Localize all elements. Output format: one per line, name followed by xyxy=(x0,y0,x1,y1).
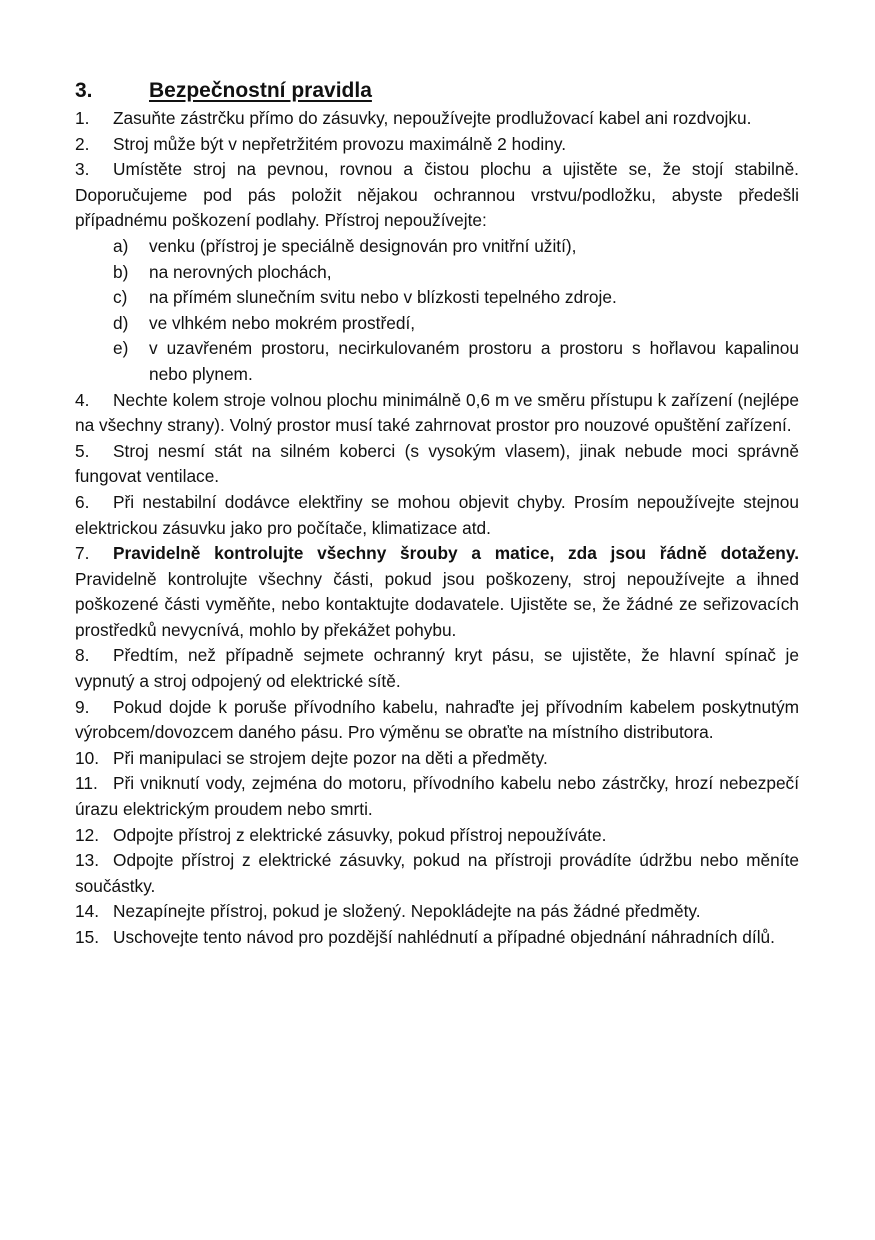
rule-number: 10. xyxy=(75,747,100,768)
sub-text: na přímém slunečním svitu nebo v blízkosti tepelného zdroje. xyxy=(149,287,617,308)
rule-item-13 xyxy=(75,848,799,899)
rule-number: 3. xyxy=(75,159,90,180)
rule-number: 1. xyxy=(75,108,90,128)
rule-number: 7. xyxy=(75,543,90,564)
rule-number: 13. xyxy=(75,850,100,871)
rule-text: Uschovejte tento návod pro pozdější nahlédnutí a případné objednání náhradních dílů. xyxy=(113,927,775,947)
rule-text: Pravidelně kontrolujte všechny části, pokud jsou poškozeny, stroj nepoužívejte a ihned poškozené části vyměňte, nebo kontaktujte dodavatele. Ujistěte se, že žádné ze seřizovacích prostředků nevycnívá, mohlo by překážet pohybu. xyxy=(75,568,799,640)
sub-text: na nerovných plochách, xyxy=(149,261,332,282)
sub-letter: a) xyxy=(113,235,129,256)
rule-text: Předtím, než případně sejmete ochranný kryt pásu, se ujistěte, že hlavní spínač je vypnutý a stroj odpojený od elektrické sítě. xyxy=(75,645,799,692)
sub-letter: d) xyxy=(113,312,129,333)
rule-text: Umístěte stroj na pevnou, rovnou a čistou plochu a ujistěte se, že stojí stabilně. Doporučujeme pod pás položit nějakou ochrannou vrstvu/podložku, abyste předešli případnému poškození podlahy. Přístroj nepoužívejte: xyxy=(75,159,799,231)
sub-item-a xyxy=(75,234,799,260)
document-page xyxy=(75,78,799,951)
rule-bold-text: Pravidelně kontrolujte všechny šrouby a matice, zda jsou řádně dotaženy. xyxy=(113,543,799,564)
rule-text: Pokud dojde k poruše přívodního kabelu, nahraďte jej přívodním kabelem poskytnutým výrobcem/dovozcem daného pásu. Pro výměnu se obraťte na místního distributora. xyxy=(75,696,799,743)
rule-item-1 xyxy=(75,106,799,132)
rule-item-7 xyxy=(75,541,799,643)
sub-text: venku (přístroj je speciálně designován pro vnitřní užití), xyxy=(149,235,577,256)
rule-number: 15. xyxy=(75,927,100,947)
rule-item-5 xyxy=(75,439,799,490)
rule-number: 14. xyxy=(75,901,100,922)
sub-text: ve vlhkém nebo mokrém prostředí, xyxy=(149,312,416,333)
rule-item-11 xyxy=(75,771,799,822)
rule-number: 2. xyxy=(75,133,90,154)
rule-item-10 xyxy=(75,746,799,772)
rule-text: Při vniknutí vody, zejména do motoru, přívodního kabelu nebo zástrčky, hrozí nebezpečí úrazu elektrickým proudem nebo smrti. xyxy=(75,773,799,820)
rule-text: Při nestabilní dodávce elektřiny se mohou objevit chyby. Prosím nepoužívejte stejnou elektrickou zásuvku jako pro počítače, klimatizace atd. xyxy=(75,491,799,538)
rule-number: 8. xyxy=(75,645,90,666)
sub-letter: b) xyxy=(113,261,129,282)
rule-item-15 xyxy=(75,925,799,951)
section-heading xyxy=(75,78,799,104)
rule-text: Nechte kolem stroje volnou plochu minimálně 0,6 m ve směru přístupu k zařízení (nejlépe na všechny strany). Volný prostor musí také zahrnovat prostor pro nouzové opuštění zařízení. xyxy=(75,389,799,436)
sub-item-c xyxy=(75,285,799,311)
rule-item-4 xyxy=(75,388,799,439)
sub-text: v uzavřeném prostoru, necirkulovaném prostoru a prostoru s hořlavou kapalinou nebo plynem. xyxy=(149,338,799,384)
rule-number: 5. xyxy=(75,440,90,461)
rule-item-3 xyxy=(75,157,799,234)
rule-number: 12. xyxy=(75,824,100,845)
rule-text: Odpojte přístroj z elektrické zásuvky, pokud přístroj nepoužíváte. xyxy=(113,824,607,845)
rule-text: Při manipulaci se strojem dejte pozor na děti a předměty. xyxy=(113,747,548,768)
rule-number: 11. xyxy=(75,773,98,794)
section-number: 3. xyxy=(75,79,93,102)
rule-text: Odpojte přístroj z elektrické zásuvky, pokud na přístroji provádíte údržbu nebo měníte součástky. xyxy=(75,850,799,896)
rule-3-sub-list xyxy=(75,234,799,388)
section-title: Bezpečnostní pravidla xyxy=(149,79,372,102)
rule-text: Zasuňte zástrčku přímo do zásuvky, nepoužívejte prodlužovací kabel ani rozdvojku. xyxy=(113,108,752,128)
rule-text: Nezapínejte přístroj, pokud je složený. Nepokládejte na pás žádné předměty. xyxy=(113,901,701,922)
rule-item-2 xyxy=(75,132,799,158)
sub-item-b xyxy=(75,260,799,286)
rule-text: Stroj nesmí stát na silném koberci (s vysokým vlasem), jinak nebude moci správně fungovat ventilace. xyxy=(75,440,799,487)
sub-letter: e) xyxy=(113,338,129,359)
rule-number: 4. xyxy=(75,389,90,410)
sub-letter: c) xyxy=(113,287,128,308)
rule-number: 9. xyxy=(75,696,90,717)
sub-item-d xyxy=(75,311,799,337)
sub-item-e xyxy=(75,336,799,387)
rule-item-6 xyxy=(75,490,799,541)
rule-item-14 xyxy=(75,899,799,925)
rule-item-9 xyxy=(75,695,799,746)
rule-number: 6. xyxy=(75,491,90,512)
rule-item-8 xyxy=(75,643,799,694)
rule-text: Stroj může být v nepřetržitém provozu maximálně 2 hodiny. xyxy=(113,133,567,154)
rule-item-12 xyxy=(75,823,799,849)
